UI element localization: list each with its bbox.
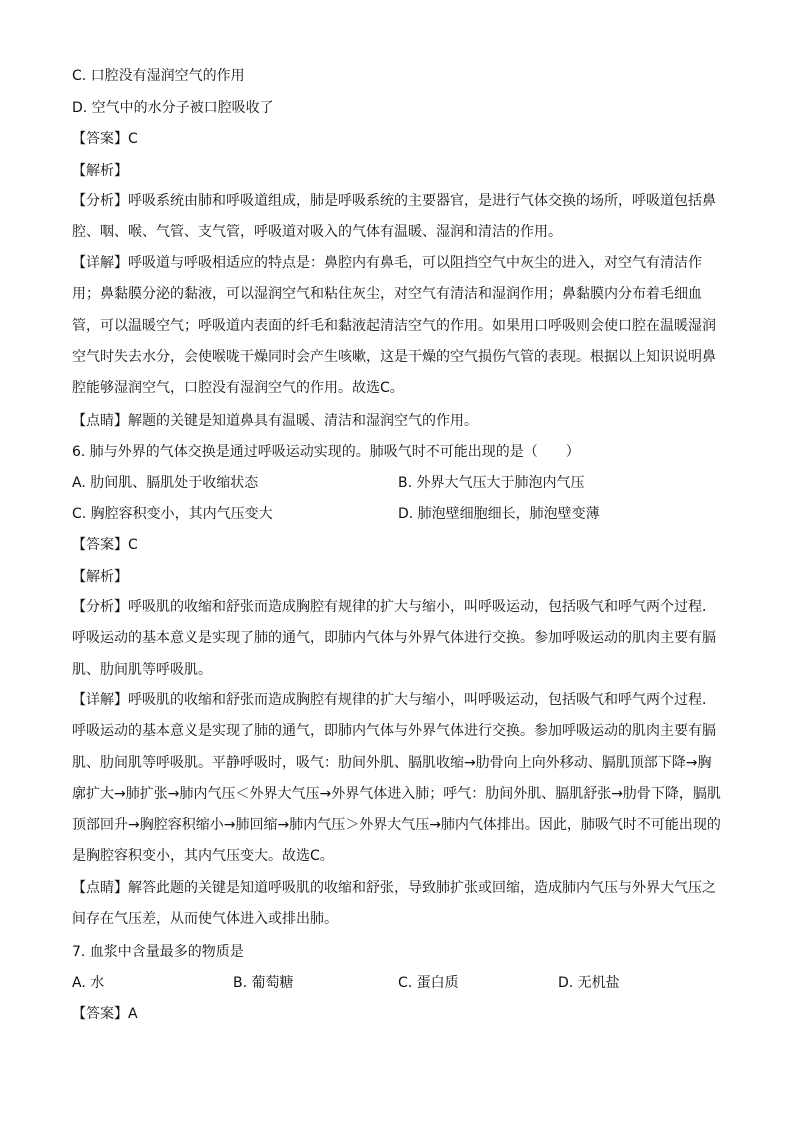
q5-analysis-paragraph: 【分析】呼吸系统由肺和呼吸道组成，肺是呼吸系统的主要器官，是进行气体交换的场所，呼吸道包括鼻腔、咽、喉、气管、支气管，呼吸道对吸入的气体有温暖、湿润和清洁的作用。	[72, 193, 716, 241]
q6-stem: 6. 肺与外界的气体交换是通过呼吸运动实现的。肺吸气时不可能出现的是（ ）	[72, 444, 580, 460]
q6-option-d: D. 肺泡壁细胞细长，肺泡壁变薄	[398, 506, 600, 522]
q6-comment: 【点睛】解答此题的关键是知道呼吸肌的收缩和舒张，导致肺扩张或回缩，造成肺内气压与外界大气压之间存在气压差，从而使气体进入或排出肺。	[72, 880, 716, 928]
q6-analysis-paragraph: 【分析】呼吸肌的收缩和舒张而造成胸腔有规律的扩大与缩小，叫呼吸运动，包括吸气和呼气两个过程．呼吸运动的基本意义是实现了肺的通气，即肺内气体与外界气体进行交换。参加呼吸运动的肌肉主要有膈肌、肋间肌等呼吸肌。	[72, 599, 716, 678]
q7-option-d: D. 无机盐	[558, 975, 620, 991]
q7-option-c: C. 蛋白质	[398, 975, 459, 991]
q5-answer: 【答案】C	[72, 131, 138, 147]
q5-analysis-heading: 【解析】	[72, 163, 128, 179]
q5-option-d: D. 空气中的水分子被口腔吸收了	[72, 100, 274, 116]
q7-answer: 【答案】A	[72, 1006, 138, 1022]
q5-option-c: C. 口腔没有湿润空气的作用	[72, 68, 245, 84]
q6-analysis-heading: 【解析】	[72, 569, 128, 585]
q5-detail-paragraph: 【详解】呼吸道与呼吸相适应的特点是：鼻腔内有鼻毛，可以阻挡空气中灰尘的进入，对空气有清洁作用；鼻黏膜分泌的黏液，可以湿润空气和粘住灰尘，对空气有清洁和湿润作用；鼻黏膜内分布着毛细血管，可以温暖空气；呼吸道内表面的纤毛和黏液起清洁空气的作用。如果用口呼吸则会使口腔在温暖湿润空气时失去水分，会使喉咙干燥同时会产生咳嗽，这是干燥的空气损伤气管的表现。根据以上知识说明鼻腔能够湿润空气，口腔没有湿润空气的作用。故选C。	[72, 255, 716, 397]
q6-option-c: C. 胸腔容积变小，其内气压变大	[72, 506, 273, 522]
q6-option-b: B. 外界大气压大于肺泡内气压	[398, 475, 585, 491]
q5-comment: 【点睛】解题的关键是知道鼻具有温暖、清洁和湿润空气的作用。	[72, 413, 478, 429]
q7-stem: 7. 血浆中含量最多的物质是	[72, 944, 244, 960]
q6-option-a: A. 肋间肌、膈肌处于收缩状态	[72, 475, 259, 491]
q6-detail-paragraph: 【详解】呼吸肌的收缩和舒张而造成胸腔有规律的扩大与缩小，叫呼吸运动，包括吸气和呼气两个过程．呼吸运动的基本意义是实现了肺的通气，即肺内气体与外界气体进行交换。参加呼吸运动的肌肉主要有膈肌、肋间肌等呼吸肌。平静呼吸时，吸气：肋间外肌、膈肌收缩→肋骨向上向外移动、膈肌顶部下降→胸廓扩大→肺扩张→肺内气压＜外界大气压→外界气体进入肺；呼气：肋间外肌、膈肌舒张→肋骨下降，膈肌顶部回升→胸腔容积缩小→肺回缩→肺内气压＞外界大气压→肺内气体排出。因此，肺吸气时不可能出现的是胸腔容积变小，其内气压变大。故选C。	[72, 692, 721, 865]
q7-option-b: B. 葡萄糖	[233, 975, 294, 991]
q7-option-a: A. 水	[72, 975, 105, 991]
q6-answer: 【答案】C	[72, 537, 138, 553]
